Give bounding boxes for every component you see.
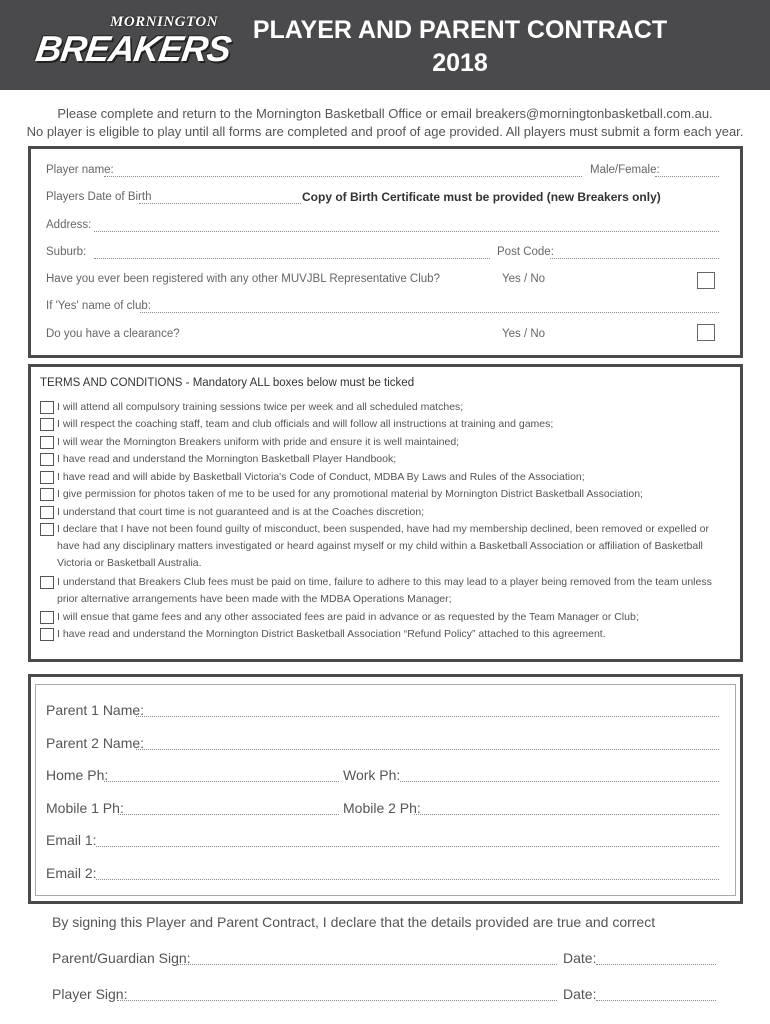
- term-checkbox[interactable]: [40, 471, 54, 484]
- term-item: I understand that Breakers Club fees must be paid on time, failure to adhere to this may lead to a player being removed from the team unless prior alternative arrangements have been made with the MDBA Operations Manager;: [40, 574, 730, 608]
- guardian-date-label: Date:: [563, 950, 597, 966]
- declaration-text: By signing this Player and Parent Contract, I declare that the details provided are true and correct: [52, 914, 656, 930]
- term-checkbox[interactable]: [40, 418, 54, 431]
- mobile2-label: Mobile 2 Ph:: [343, 800, 421, 816]
- term-item: I will wear the Mornington Breakers uniform with pride and ensure it is well maintained;: [40, 434, 730, 451]
- intro-line1: Please complete and return to the Mornington Basketball Office or email breakers@morningtonbasketball.com.au.: [57, 106, 713, 121]
- player-details-section: [28, 146, 743, 358]
- club-label: If 'Yes' name of club:: [46, 300, 151, 312]
- player-date-label: Date:: [563, 986, 597, 1002]
- term-item: I declare that I have not been found guilty of misconduct, been suspended, have had my membership declined, been removed or expelled or have had any disciplinary matters investigated or heard against myself or my child within a Basketball Association or affiliation of Basketball Victoria or Basketball Australia.: [40, 521, 730, 572]
- term-item: I will ensue that game fees and any other associated fees are paid in advance or as requested by the Team Manager or Club;: [40, 609, 730, 626]
- suburb-field[interactable]: [94, 258, 490, 259]
- work-ph-field[interactable]: [400, 781, 719, 782]
- work-ph-label: Work Ph:: [343, 767, 401, 783]
- parent1-label: Parent 1 Name:: [46, 702, 145, 718]
- player-name-field[interactable]: [104, 176, 582, 177]
- header: [0, 0, 770, 90]
- term-item: I understand that court time is not guaranteed and is at the Coaches discretion;: [40, 504, 730, 521]
- logo-main-text: BREAKERS: [33, 28, 233, 69]
- clearance-options: Yes / No: [502, 328, 546, 340]
- term-checkbox[interactable]: [40, 523, 54, 536]
- term-checkbox[interactable]: [40, 506, 54, 519]
- dob-label: Players Date of Birth: [46, 191, 152, 203]
- parent2-label: Parent 2 Name:: [46, 735, 145, 751]
- term-item: I will respect the coaching staff, team and club officials and will follow all instructions at training and games;: [40, 416, 730, 433]
- terms-title: TERMS AND CONDITIONS - Mandatory ALL boxes below must be ticked: [40, 377, 415, 389]
- breakers-logo: [30, 10, 233, 80]
- term-item: I have read and will abide by Basketball Victoria's Code of Conduct, MDBA By Laws and Rules of the Association;: [40, 469, 730, 486]
- term-checkbox[interactable]: [40, 628, 54, 641]
- home-ph-label: Home Ph:: [46, 767, 109, 783]
- parent2-field[interactable]: [136, 749, 719, 750]
- registered-checkbox[interactable]: [697, 272, 715, 289]
- term-item: I give permission for photos taken of me to be used for any promotional material by Mornington District Basketball Association;: [40, 486, 730, 503]
- guardian-sign-label: Parent/Guardian Sign:: [52, 950, 191, 966]
- term-checkbox[interactable]: [40, 453, 54, 466]
- clearance-question: Do you have a clearance?: [46, 328, 180, 340]
- gender-field[interactable]: [655, 176, 719, 177]
- email2-field[interactable]: [96, 879, 719, 880]
- registered-question: Have you ever been registered with any other MUVJBL Representative Club?: [46, 273, 440, 285]
- guardian-date-field[interactable]: [596, 964, 716, 965]
- address-field[interactable]: [94, 231, 719, 232]
- page-title: [230, 14, 690, 80]
- postcode-label: Post Code:: [497, 246, 554, 258]
- registered-options: Yes / No: [502, 273, 546, 285]
- guardian-sign-field[interactable]: [176, 964, 557, 965]
- intro-line2: No player is eligible to play until all forms are completed and proof of age provided. All players must submit a form each year.: [26, 124, 744, 139]
- term-item: I have read and understand the Mornington District Basketball Association “Refund Policy” attached to this agreement.: [40, 626, 730, 643]
- mobile1-label: Mobile 1 Ph:: [46, 800, 124, 816]
- email1-label: Email 1:: [46, 832, 97, 848]
- term-checkbox[interactable]: [40, 401, 54, 414]
- player-sign-label: Player Sign:: [52, 986, 128, 1002]
- title-line1: PLAYER AND PARENT CONTRACT: [252, 16, 668, 44]
- term-item: I will attend all compulsory training sessions twice per week and all scheduled matches;: [40, 399, 730, 416]
- parent1-field[interactable]: [136, 716, 719, 717]
- player-date-field[interactable]: [596, 1000, 716, 1001]
- term-checkbox[interactable]: [40, 436, 54, 449]
- address-label: Address:: [46, 219, 92, 231]
- email1-field[interactable]: [96, 846, 719, 847]
- title-line2: 2018: [432, 49, 488, 77]
- suburb-label: Suburb:: [46, 246, 87, 258]
- mobile2-field[interactable]: [414, 814, 719, 815]
- email2-label: Email 2:: [46, 865, 97, 881]
- mobile1-field[interactable]: [118, 814, 339, 815]
- home-ph-field[interactable]: [104, 781, 339, 782]
- logo-top-text: MORNINGTON: [110, 14, 219, 30]
- player-name-label: Player name:: [46, 164, 114, 176]
- postcode-field[interactable]: [550, 258, 719, 259]
- term-checkbox[interactable]: [40, 488, 54, 501]
- gender-label: Male/Female:: [590, 164, 660, 176]
- dob-field[interactable]: [139, 203, 301, 204]
- clearance-checkbox[interactable]: [697, 324, 715, 341]
- term-checkbox[interactable]: [40, 611, 54, 624]
- player-sign-field[interactable]: [117, 1000, 557, 1001]
- intro-text: [0, 105, 770, 141]
- term-item: I have read and understand the Mornington Basketball Player Handbook;: [40, 451, 730, 468]
- term-checkbox[interactable]: [40, 576, 54, 589]
- dob-note: Copy of Birth Certificate must be provided (new Breakers only): [302, 190, 661, 204]
- club-field[interactable]: [140, 312, 719, 313]
